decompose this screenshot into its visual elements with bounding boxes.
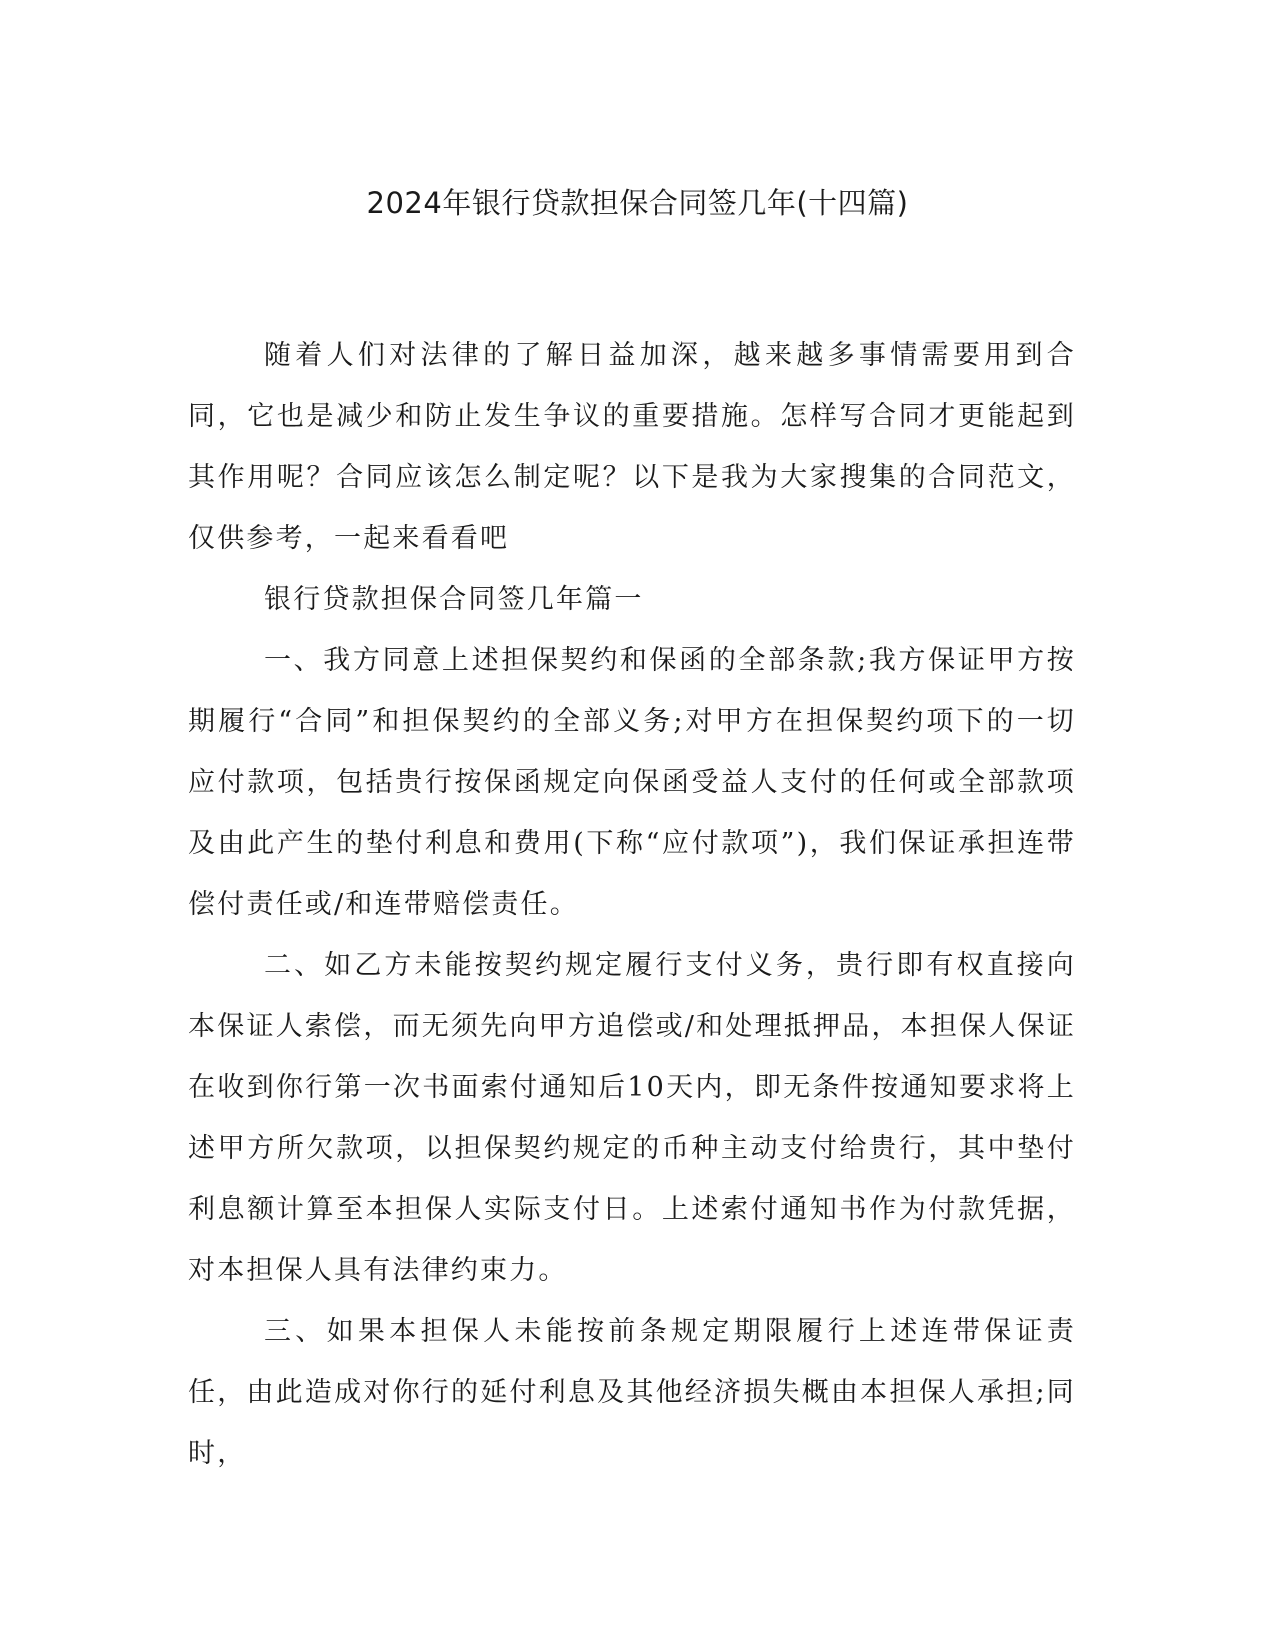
clause-paragraph-1: 一、我方同意上述担保契约和保函的全部条款;我方保证甲方按期履行“合同”和担保契约的全部义务;对甲方在担保契约项下的一切应付款项，包括贵行按保函规定向保函受益人支付的任何或全部款项及由此产生的垫付利息和费用(下称“应付款项”)，我们保证承担连带偿付责任或/和连带赔偿责任。 — [188, 645, 1076, 920]
intro-paragraph: 随着人们对法律的了解日益加深，越来越多事情需要用到合同，它也是减少和防止发生争议的重要措施。怎样写合同才更能起到其作用呢？合同应该怎么制定呢？以下是我为大家搜集的合同范文，仅供参考，一起来看看吧 — [188, 340, 1076, 554]
document-title: 2024年银行贷款担保合同签几年(十四篇) — [366, 186, 909, 220]
section-heading: 银行贷款担保合同签几年篇一 — [264, 584, 644, 615]
document-body — [188, 325, 1076, 1484]
clause-paragraph-2: 二、如乙方未能按契约规定履行支付义务，贵行即有权直接向本保证人索偿，而无须先向甲方追偿或/和处理抵押品，本担保人保证在收到你行第一次书面索付通知后10天内，即无条件按通知要求将上述甲方所欠款项，以担保契约规定的币种主动支付给贵行，其中垫付利息额计算至本担保人实际支付日。上述索付通知书作为付款凭据，对本担保人具有法律约束力。 — [188, 950, 1076, 1286]
clause-paragraph-3: 三、如果本担保人未能按前条规定期限履行上述连带保证责任，由此造成对你行的延付利息及其他经济损失概由本担保人承担;同时， — [188, 1316, 1076, 1469]
